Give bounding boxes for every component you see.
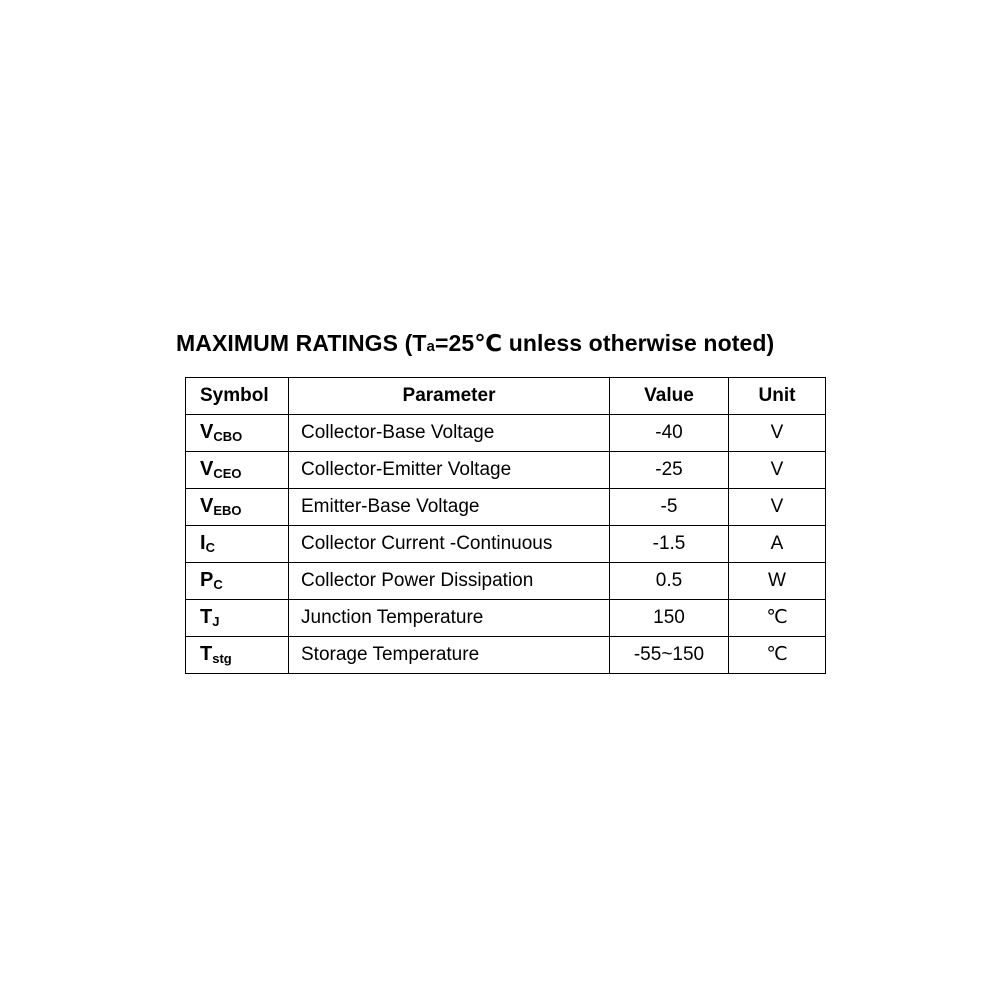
symbol-subscript: CEO (213, 466, 242, 481)
value-cell: -5 (610, 489, 729, 526)
symbol-subscript: J (212, 614, 220, 629)
value-cell: 150 (610, 600, 729, 637)
parameter-cell: Storage Temperature (289, 637, 610, 674)
symbol-subscript: CBO (213, 429, 243, 444)
symbol-main: V (200, 458, 214, 480)
symbol-main: T (200, 606, 213, 628)
symbol-main: T (200, 643, 213, 665)
table-row (186, 563, 826, 600)
unit-cell: ℃ (729, 637, 826, 674)
symbol-subscript: stg (212, 651, 232, 666)
symbol-main: I (200, 532, 206, 554)
table-row (186, 600, 826, 637)
symbol-cell (186, 415, 289, 452)
value-cell: 0.5 (610, 563, 729, 600)
title-suffix: =25℃ unless otherwise noted) (434, 330, 775, 356)
unit-cell: V (729, 452, 826, 489)
value-cell: -25 (610, 452, 729, 489)
parameter-cell: Collector-Base Voltage (289, 415, 610, 452)
parameter-cell: Collector Power Dissipation (289, 563, 610, 600)
table-row (186, 526, 826, 563)
symbol-cell (186, 489, 289, 526)
symbol-main: V (200, 495, 214, 517)
symbol-cell (186, 563, 289, 600)
parameter-cell: Emitter-Base Voltage (289, 489, 610, 526)
unit-cell: V (729, 489, 826, 526)
symbol-main: V (200, 421, 214, 443)
page-title (176, 328, 774, 362)
maximum-ratings-table (185, 377, 826, 674)
parameter-cell: Collector Current -Continuous (289, 526, 610, 563)
header-value: Value (610, 378, 729, 415)
parameter-cell: Collector-Emitter Voltage (289, 452, 610, 489)
symbol-main: P (200, 569, 214, 591)
value-cell: -40 (610, 415, 729, 452)
symbol-cell (186, 452, 289, 489)
header-symbol: Symbol (186, 378, 289, 415)
parameter-cell: Junction Temperature (289, 600, 610, 637)
symbol-subscript: EBO (213, 503, 242, 518)
title-prefix: MAXIMUM RATINGS (T (176, 330, 427, 356)
value-cell: -1.5 (610, 526, 729, 563)
symbol-cell (186, 600, 289, 637)
header-parameter: Parameter (289, 378, 610, 415)
symbol-subscript: C (205, 540, 215, 555)
header-unit: Unit (729, 378, 826, 415)
symbol-cell (186, 526, 289, 563)
symbol-subscript: C (213, 577, 223, 592)
title-subscript: a (426, 338, 435, 355)
table-header-row (186, 378, 826, 415)
table-row (186, 415, 826, 452)
symbol-cell (186, 637, 289, 674)
unit-cell: ℃ (729, 600, 826, 637)
unit-cell: A (729, 526, 826, 563)
unit-cell: W (729, 563, 826, 600)
table-row (186, 452, 826, 489)
unit-cell: V (729, 415, 826, 452)
value-cell: -55~150 (610, 637, 729, 674)
table-row (186, 637, 826, 674)
table-row (186, 489, 826, 526)
